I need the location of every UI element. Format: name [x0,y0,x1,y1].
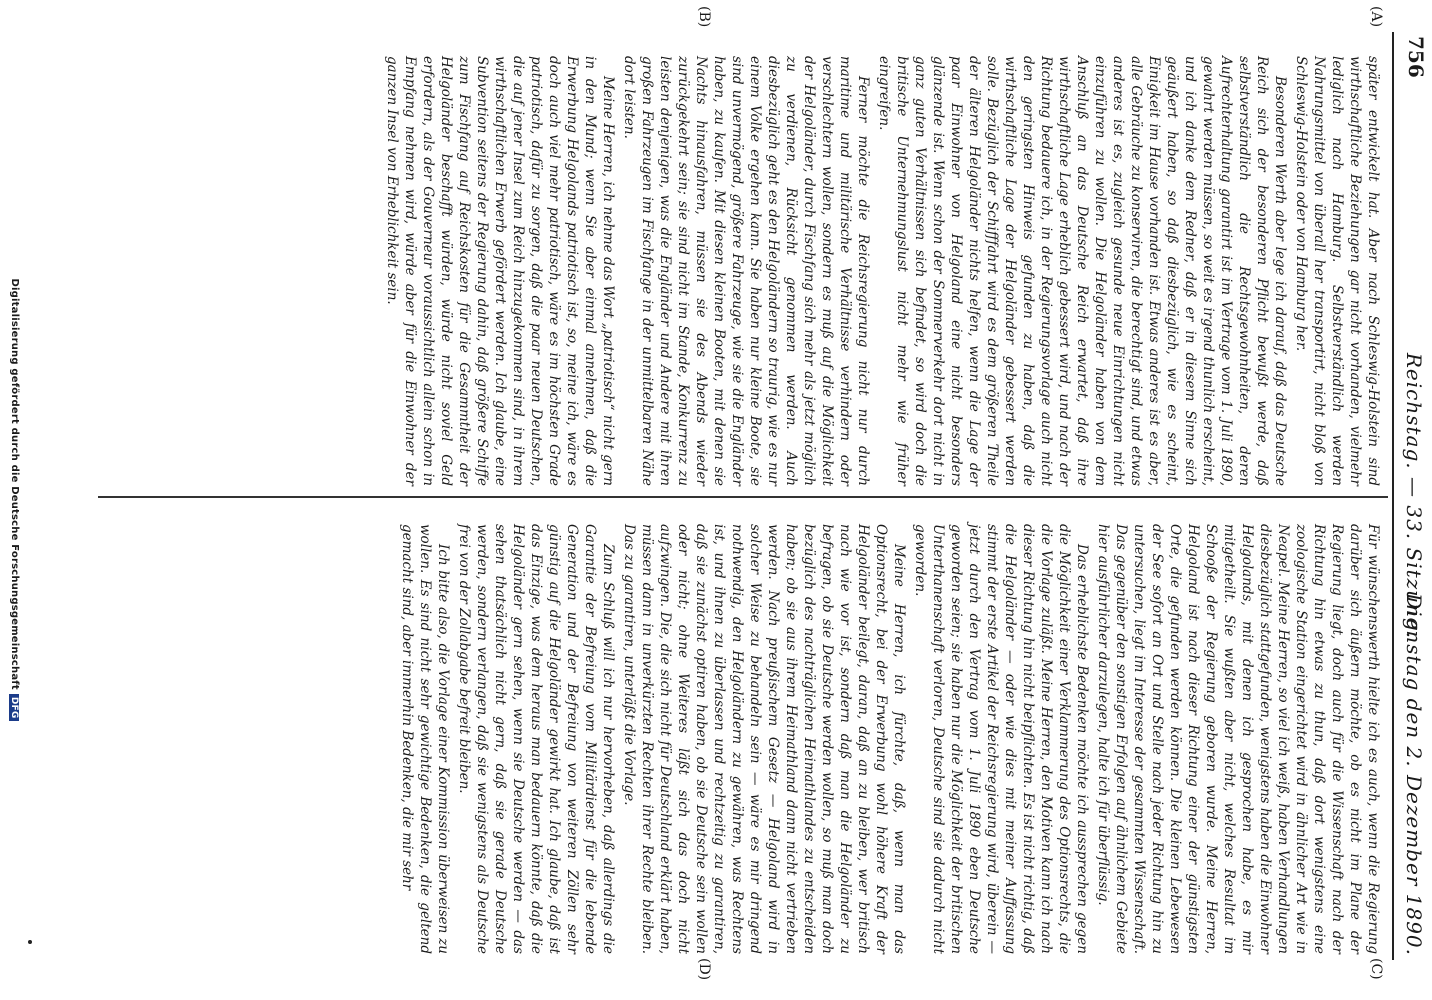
header-session-title: Reichstag. — 33. Sitzung. [1402,352,1426,640]
header-date: Dienstag den 2. Dezember 1890. [1402,593,1426,956]
dfg-logo: DFG [9,694,19,722]
credit-text: Digitalisierung gefördert durch die Deutsche Forschungsgemeinschaft [9,278,20,690]
paragraph: später entwickelt hat. Aber nach Schleswig-Holstein sind wirthschaftliche Beziehungen gar nicht vorhanden, vielmehr lediglich nach Hamburg. Selbstverständlich werden Nahrungsmittel von überall her transportirt, nicht bloß von Schleswig-Holstein oder von Hamburg her. [1293,56,1381,486]
paragraph: Ferner möchte die Reichsregierung nicht nur durch maritime und militärische Verhältnisse verhindern oder verschlechtern wollen, sondern es muß auf die Möglichkeit der Helgoländer, durch Fischfang sich mehr als jetzt möglich zu verdienen, Rücksicht genommen werden. Auch diesbezüglich geht es den Helgoländern so traurig, wie es nur einem Volke ergehen kann. Sie haben nur kleine Boote, sie sind unvermögend, größere Fahrzeuge, wie sie die Engländer haben, zu kaufen. Mit diesen kleinen Booten, mit denen sie Nachts hinausfahren, müssen sie des Abends wieder zurückgekehrt sein; sie sind nicht im Stande, Konkurrenz zu leisten denjenigen, was die Engländer und Andere mit ihren großen Fahrzeugen im Fischfange in der unmittelbaren Nähe dort leisten. [621,56,871,486]
header-rule [1392,32,1394,960]
paragraph: Zum Schluß will ich nur hervorheben, daß allerdings die Garantie der Befreiung vom Militärdienst für die lebende Generation und der Befreiung von weiteren Zöllen sehr günstig auf die Helgoländer gewirkt hat. Ich glaube, daß ist das Einzige, was dem heraus man bedauern könnte, daß die Helgoländer gern sehen, wenn sie Deutsche werden — das sehen thatsächlich nicht gern, daß sie gerade Deutsche werden, sondern verlangen, daß sie wenigstens als Deutsche frei von der Zollabgabe befreit bleiben. [456,524,616,954]
column-divider [98,496,1388,498]
margin-marker-c: (C) [1368,958,1384,980]
digitization-credit [2,0,20,1000]
paragraph: Das erheblichste Bedenken möchte ich aussprechen gegen die Möglichkeit einer Verklammerung des Optionsrechts, die die Vorlage zuläßt. Meine Herren, den Motiven kann ich nach dieser Richtung hin nicht beipflichten. Es ist nicht richtig, daß die Helgoländer — oder wie dies mit meiner Auffassung stimmt der erste Artikel der Reichsregierung wird, überein — jetzt durch den Vertrag vom 1. Juli 1890 eben Deutsche geworden seien; sie haben nur die Möglichkeit der britischen Unterthanenschaft verloren, Deutsche sind sie dadurch nicht geworden. [912,524,1090,954]
paragraph: Für wünschenswerth hielte ich es auch, wenn die Regierung darüber sich äußern möchte, ob es nicht im Plane der Regierung liegt, doch auch für die Wissenschaft nach der Richtung hin etwas zu thun, daß dort wenigstens eine zoologische Station eingerichtet wird in ähnlicher Art wie in Neapel. Meine Herren, so viel ich weiß, haben Verhandlungen diesbezüglich stattgefunden, wenigstens haben die Einwohner Helgolands, mit denen ich gesprochen habe, es mir mitgetheilt. Sie wußten aber nicht, welches Resultat im Schooße der Regierung geboren wurde. Meine Herren, Helgoland ist nach dieser Richtung einer der günstigsten Orte, die gefunden werden können. Die kleinen Lebewesen der See sofort an Ort und Stelle nach jeder Richtung hin zu untersuchen, liegt im Interesse der gesammten Wissenschaft. Das gegenüber den sonstigen Erfolgen auf ähnlichem Gebiete hier ausführlicher darzulegen, halte ich für überflüssig. [1095,524,1381,954]
right-text-column [395,524,1382,954]
paragraph: Meine Herren, ich nehme das Wort „patriotisch“ nicht gern in den Mund; wenn Sie aber einmal annehmen, daß die Erwerbung Helgolands patriotisch ist, so, meine ich, wäre es doch auch viel mehr patriotisch, wäre es im höchsten Grade patriotisch, dafür zu sorgen, daß die paar neuen Deutschen, die auf jener Insel zum Reich hinzugekommen sind, in ihrem wirthschaftlichen Erwerb gefördert werden. Ich glaube, eine Subvention seitens der Regierung dahin, daß größere Schiffe zum Fischfang auf Reichskosten für die Gesammtheit der Helgoländer beschafft würden, würde nicht soviel Geld erfordern, als der Gouverneur voraussichtlich allein schon in Empfang nehmen wird, würde aber für die Einwohner der ganzen Insel von Erheblichkeit sein. [384,56,616,486]
margin-marker-b: (B) [696,6,712,28]
paragraph: Meine Herren, ich fürchte, daß, wenn man das Optionsrecht, bei der Erwerbung wohl höhere Kraft der Helgoländer beilegt, daran, daß an zu bleiben, wer britisch nach wie vor ist, sondern daß man die Helgoländer zu befragen, ob sie Deutsche werden wollen, so muß man doch bezüglich des nachträglichen Heimathlandes zu entscheiden haben; ob sie aus ihrem Heimathland dann nicht vertrieben werden. Nach preußischem Gesetz — Helgoland wird in solcher Weise zu behandeln sein — wäre es mir dringend nothwendig, den Helgoländern zu gewähren, was Rechtens ist, und ihnen zu überlassen und rechtzeitig zu garantiren, daß sie zunächst optiren haben, ob sie Deutsche sein wollen oder nicht; ohne Weiteres läßt sich das doch nicht aufzwingen. Die, die sich nicht für Deutschland erklärt haben, müssen dann in unverkürzten Rechten ihrer Rechte bleiben. Das zu garantiren, unterläßt die Vorlage. [621,524,907,954]
page-number: 756 [1404,36,1428,78]
margin-marker-a: (A) [1368,6,1384,28]
paragraph: Ich bitte also, die Vorlage einer Kommission überweisen zu wollen. Es sind nicht sehr gewichtige Bedenken, die geltend gemacht sind, aber immerhin Bedenken, die mir sehr [399,524,451,954]
left-text-column [380,56,1382,486]
scan-speck [28,940,32,944]
margin-marker-d: (D) [696,958,712,981]
page-header [1396,32,1432,960]
paragraph: Besonderen Werth aber lege ich darauf, daß das Deutsche Reich sich der besonderen Pflicht bewußt werde, daß selbstverständlich die Rechtsgewohnheiten, deren Aufrechterhaltung garantirt ist im Vertrage vom 1. Juli 1890, gewahrt werden müssen, so weit es irgend thunlich erscheint, und ich danke dem Redner, daß er in diesem Sinne sich geäußert haben, so daß diesbezüglich, wie es scheint, Einigkeit im Hause vorhanden ist. Etwas anderes ist es aber, alle Gebräuche zu konserviren, die berechtigt sind, und etwas anderes ist es, zugleich gesunde neue Einrichtungen nicht einzuführen zu wollen. Die Helgoländer haben von dem Anschluß an das Deutsche Reich erwartet, daß ihre wirthschaftliche Lage erheblich gebessert wird, und nach der Richtung bedauere ich, in der Regierungsvorlage auch nicht den geringsten Hinweis gefunden zu haben, daß die wirthschaftliche Lage der Helgoländer gebessert werden solle. Bezüglich der Schifffahrt wird es dem größeren Theile der älteren Helgoländer nichts helfen, wenn die Lage der paar Einwohner von Helgoland eine nicht besonders glänzende ist. Wenn schon der Sommerverkehr dort nicht in ganz guten Verhältnissen sich befindet, so wird doch die britische Unternehmungslust nicht mehr wie früher eingreifen. [876,56,1288,486]
